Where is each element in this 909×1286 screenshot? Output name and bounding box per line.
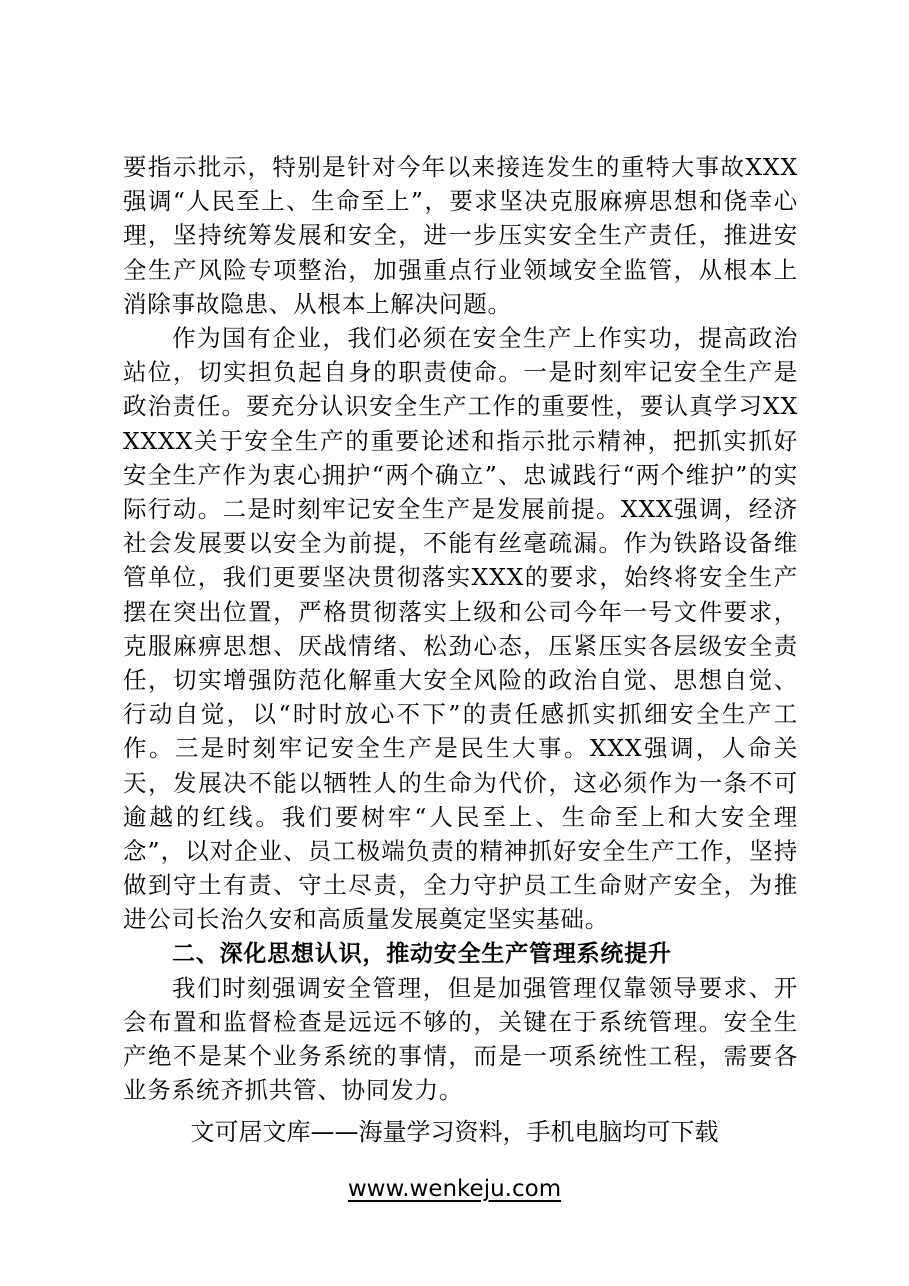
section-heading-2: 二、深化思想认识，推动安全生产管理系统提升 [172,940,672,967]
footer-url-link[interactable]: www.wenkeju.com [347,1176,562,1202]
paragraph-state-enterprise-responsibility: 作为国有企业，我们必须在安全生产上作实功，提高政治站位，切实担负起自身的职责使命。一是时刻牢记安全生产是政治责任。要充分认识安全生产工作的重要性，要认真学习XXXXXX关于安全生产的重要论述和指示批示精神，把抓实抓好安全生产作为衷心拥护“两个确立”、忠诚践行“两个维护”的实际行动。二是时刻牢记安全生产是发展前提。XXX强调，经济社会发展要以安全为前提，不能有丝毫疏漏。作为铁路设备维管单位，我们更要坚决贯彻落实XXX的要求，始终将安全生产摆在突出位置，严格贯彻落实上级和公司今年一号文件要求，克服麻痹思想、厌战情绪、松劲心态，压紧压实各层级安全责任，切实增强防范化解重大安全风险的政治自觉、思想自觉、行动自觉，以“时时放心不下”的责任感抓实抓细安全生产工作。三是时刻牢记安全生产是民生大事。XXX强调，人命关天，发展决不能以牺牲人的生命为代价，这必须作为一条不可逾越的红线。我们要树牢“人民至上、生命至上和大安全理念”，以对企业、员工极端负责的精神抓好安全生产工作，坚持做到守土有责、守土尽责，全力守护员工生命财产安全，为推进公司长治久安和高质量发展奠定坚实基础。 [123,324,798,934]
paragraph-system-management: 我们时刻强调安全管理，但是加强管理仅靠领导要求、开会布置和监督检查是远远不够的，关键在于系统管理。安全生产绝不是某个业务系统的事情，而是一项系统性工程，需要各业务系统齐抓共管、协同发力。 [123,973,798,1105]
footer-title: 文可居文库——海量学习资料，手机电脑均可下载 [190,1118,719,1146]
document-body [123,150,798,1108]
paragraph-continuation: 要指示批示，特别是针对今年以来接连发生的重特大事故XXX强调“人民至上、生命至上”，要求坚决克服麻痹思想和侥幸心理，坚持统筹发展和安全，进一步压实安全生产责任，推进安全生产风险专项整治，加强重点行业领域安全监管，从根本上消除事故隐患、从根本上解决问题。 [123,153,798,318]
